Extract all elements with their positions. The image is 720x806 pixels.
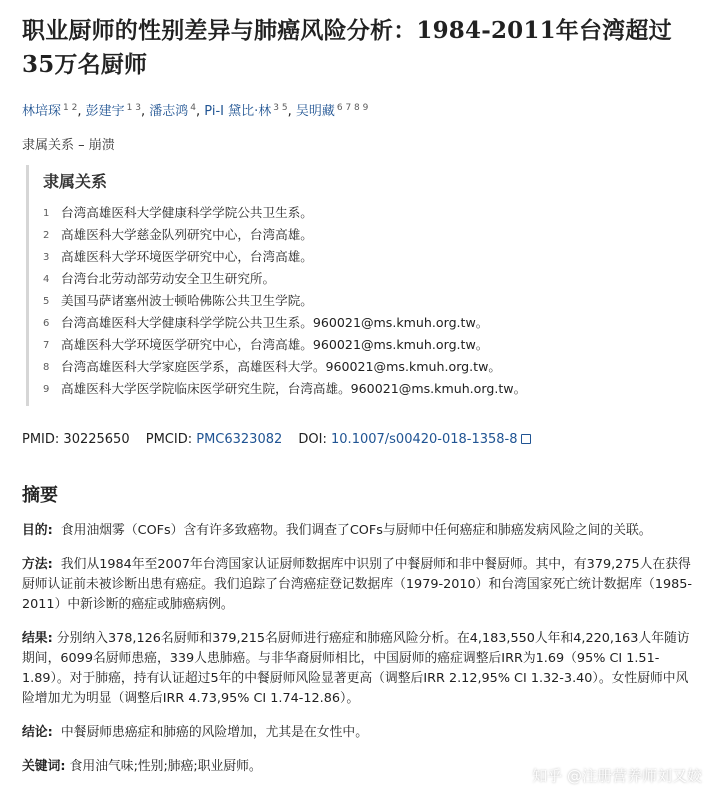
abstract-conclusion bbox=[22, 723, 698, 743]
author-link[interactable]: 吴明藏 bbox=[295, 104, 335, 120]
section-text: 分别纳入378,126名厨师和379,215名厨师进行癌症和肺癌风险分析。在4,183,550人年和4,220,163人年随访期间，6099名厨师患癌，339人患肺癌。与非华裔厨师相比，中国厨师的癌症调整后IRR为1.69（95% CI 1.51-1.89）。对于肺癌，持有认证超过5年的中餐厨师风险显著更高（调整后IRR 2.12,95% CI 1.32-3.40）。女性厨师中风险增加尤为明显（调整后IRR 4.73,95% CI 1.74-12.86）。 bbox=[22, 631, 690, 707]
affiliation-text: 高雄医科大学医学院临床医学研究生院，台湾高雄。960021@ms.kmuh.org.tw。 bbox=[61, 381, 527, 397]
affiliations-list bbox=[43, 202, 698, 400]
affiliation-number: 9 bbox=[43, 384, 50, 396]
collapse-affiliations-button[interactable]: 崩溃 bbox=[88, 138, 115, 154]
affiliation-number: 7 bbox=[43, 340, 50, 352]
affiliation-item bbox=[43, 224, 698, 246]
author-affiliation-refs[interactable]: 1 2 bbox=[63, 103, 78, 113]
author-link[interactable]: 彭建宇 bbox=[85, 104, 125, 120]
abstract-heading: 摘要 bbox=[22, 485, 58, 507]
author-affiliation-refs[interactable]: 3 5 bbox=[273, 103, 288, 113]
section-label: 结论: bbox=[22, 725, 53, 741]
affiliations-panel bbox=[26, 165, 698, 406]
affiliation-text: 台湾高雄医科大学健康科学学院公共卫生系。 bbox=[61, 205, 313, 221]
affiliations-toggle-label: 隶属关系 bbox=[22, 138, 75, 154]
affiliation-text: 高雄医科大学环境医学研究中心，台湾高雄。960021@ms.kmuh.org.tw。 bbox=[61, 337, 489, 353]
doi-link[interactable]: 10.1007/s00420-018-1358-8 bbox=[331, 432, 518, 448]
pmcid-link[interactable]: PMC6323082 bbox=[196, 432, 283, 448]
author-affiliation-refs[interactable]: 4 bbox=[190, 103, 196, 113]
abstract-results bbox=[22, 629, 698, 709]
section-label: 关键词: bbox=[22, 759, 66, 775]
article-identifiers bbox=[22, 432, 698, 447]
affiliation-text: 台湾台北劳动部劳动安全卫生研究所。 bbox=[61, 271, 276, 287]
affiliation-number: 3 bbox=[43, 252, 50, 264]
abstract-objective bbox=[22, 521, 698, 541]
external-link-icon[interactable] bbox=[521, 434, 531, 444]
affiliation-number: 5 bbox=[43, 296, 50, 308]
pmid-label: PMID: bbox=[22, 432, 60, 448]
section-label: 方法: bbox=[22, 557, 53, 573]
affiliation-text: 高雄医科大学慈金队列研究中心，台湾高雄。 bbox=[61, 227, 313, 243]
affiliations-toggle-row: 隶属关系 – 崩溃 bbox=[22, 138, 115, 154]
section-text: 食用油烟雾（COFs）含有许多致癌物。我们调查了COFs与厨师中任何癌症和肺癌发病风险之间的关联。 bbox=[60, 523, 652, 539]
watermark bbox=[532, 765, 702, 786]
watermark-text: 知乎 @注册营养师刘又姣 bbox=[532, 767, 702, 785]
abstract-methods bbox=[22, 555, 698, 615]
affiliation-item bbox=[43, 356, 698, 378]
author-entry bbox=[296, 104, 369, 119]
affiliation-number: 8 bbox=[43, 362, 50, 374]
affiliation-item bbox=[43, 312, 698, 334]
author-link[interactable]: 林培琛 bbox=[22, 104, 62, 120]
author-entry: 林培琛 $^{1 2}$, bbox=[22, 103, 82, 120]
affiliation-item bbox=[43, 290, 698, 312]
section-text: 中餐厨师患癌症和肺癌的风险增加，尤其是在女性中。 bbox=[60, 725, 368, 741]
affiliation-item bbox=[43, 246, 698, 268]
pmcid-label: PMCID: bbox=[145, 432, 193, 448]
article-title: 职业厨师的性别差异与肺癌风险分析：1984-2011年台湾超过35万名厨师 bbox=[22, 17, 672, 78]
author-link[interactable]: 潘志鸿 bbox=[149, 104, 189, 120]
affiliation-item bbox=[43, 378, 698, 400]
affiliations-heading: 隶属关系 bbox=[43, 172, 108, 192]
affiliation-item bbox=[43, 202, 698, 224]
doi-label: DOI: bbox=[298, 432, 327, 448]
affiliation-number: 6 bbox=[43, 318, 50, 330]
author-entry: 彭建宇 $^{1 3}$, bbox=[85, 103, 146, 120]
author-list bbox=[22, 98, 698, 122]
author-entry: Pi-I 黛比·林 $^{3 5}$, bbox=[204, 103, 292, 120]
author-affiliation-refs[interactable]: 6 7 8 9 bbox=[336, 103, 369, 113]
affiliation-item bbox=[43, 268, 698, 290]
affiliation-text: 美国马萨诸塞州波士顿哈佛陈公共卫生学院。 bbox=[61, 293, 313, 309]
section-label: 结果: bbox=[22, 631, 53, 647]
affiliation-number: 4 bbox=[43, 274, 50, 286]
author-entry: 潘志鸿 $^4$, bbox=[149, 103, 201, 120]
section-text: 食用油气味;性别;肺癌;职业厨师。 bbox=[69, 759, 262, 775]
affiliation-item bbox=[43, 334, 698, 356]
pmid-value: 30225650 bbox=[63, 432, 130, 448]
section-label: 目的: bbox=[22, 523, 53, 539]
author-link[interactable]: Pi-I 黛比·林 bbox=[204, 104, 272, 120]
section-text: 我们从1984年至2007年台湾国家认证厨师数据库中识别了中餐厨师和非中餐厨师。其中，有379,275人在获得厨师认证前未被诊断出患有癌症。我们追踪了台湾癌症登记数据库（1979-2010）和台湾国家死亡统计数据库（1985-2011）中新诊断的癌症或肺癌病例。 bbox=[22, 557, 692, 613]
affiliation-text: 高雄医科大学环境医学研究中心，台湾高雄。 bbox=[61, 249, 313, 265]
affiliation-text: 台湾高雄医科大学家庭医学系，高雄医科大学。960021@ms.kmuh.org.tw。 bbox=[61, 359, 501, 375]
author-affiliation-refs[interactable]: 1 3 bbox=[126, 103, 141, 113]
affiliation-number: 1 bbox=[43, 208, 50, 220]
affiliation-number: 2 bbox=[43, 230, 50, 242]
affiliation-text: 台湾高雄医科大学健康科学学院公共卫生系。960021@ms.kmuh.org.tw。 bbox=[61, 315, 489, 331]
